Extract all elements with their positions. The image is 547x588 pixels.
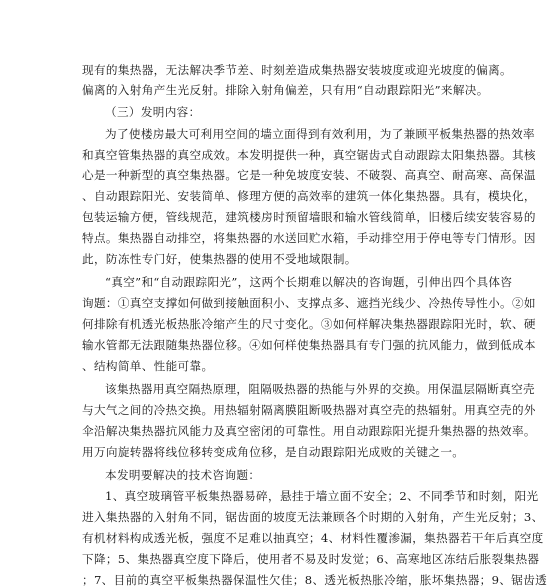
text-line: 询题：①真空支撑如何做到接触面积小、支撑点多、遮挡光线少、冷热传导性小。②如 <box>82 296 536 310</box>
section-heading: （三）发明内容： <box>105 105 201 119</box>
text-line: 为了使楼房最大可利用空间的墙立面得到有效利用，为了兼顾平板集热器的热效率 <box>105 127 535 141</box>
text-line: 、结构简单、性能可靠。 <box>82 359 214 373</box>
text-line: 下降；5、集热器真空度下降后，使用者不易及时发觉；6、高寒地区冻结后胀裂集热器 <box>82 552 540 566</box>
text-line: 何排除有机透光板热胀冷缩产生的尺寸变化。③如何样解决集热器跟踪阳光时，软、硬 <box>82 317 536 331</box>
text-line: 输水管都无法跟随集热器位移。④如何样使集热器具有专门强的抗风能力，做到低成本 <box>82 338 536 352</box>
text-line: 1、真空玻璃管平板集热器易碎，悬挂于墙立面不安全；2、不同季节和时刻，阳光 <box>105 489 539 503</box>
text-line: 有机材料构成透光板，强度不足难以抽真空；4、材料性覆渗漏，集热器若干年后真空度 <box>82 531 544 545</box>
text-line: 用万向旋转器将线位移转变成角位移，是自动跟踪阳光成败的关键之一。 <box>82 445 465 459</box>
text-line: 与大气之间的冷热交换。用热辐射隔离膜阻断吸热器对真空壳的热辐射。用真空壳的外 <box>82 403 536 417</box>
text-line: 、自动跟踪阳光、安装简单、修理方便的高效率的建筑一体化集热器。具有，模块化， <box>82 189 536 203</box>
text-line: 偏离的入射角产生光反射。排除入射角偏差，只有用“自动跟踪阳光”来解决。 <box>82 83 489 97</box>
text-line: 本发明要解决的技术咨询题： <box>105 468 261 482</box>
text-line: 此，防冻性专门好，使集热器的使用不受地域限制。 <box>82 252 357 266</box>
text-line: 现有的集热器，无法解决季节差、时刻差造成集热器安装坡度或迎光坡度的偏离。 <box>82 63 512 77</box>
text-line: 包装运输方便，管线规范，建筑楼房时预留墙眼和输水管线简单，旧楼后续安装容易的 <box>82 210 536 224</box>
text-line: “真空”和“自动跟踪阳光”，这两个长期难以解决的咨询题，引伸出四个具体咨 <box>105 275 513 289</box>
text-line: 该集热器用真空隔热原理，阻隔吸热器的热能与外界的交换。用保温层隔断真空壳 <box>105 382 535 396</box>
text-line: 心是一种新型的真空集热器。它是一种免坡度安装、不破裂、高真空、耐高寒、高保温 <box>82 168 536 182</box>
text-line: 进入集热器的入射角不同，锯齿面的坡度无法兼顾各个时期的入射角，产生光反射；3、 <box>82 510 544 524</box>
text-line: 特点。集热器自动排空，将集热器的水送回贮水箱，手动排空用于停电等专门情形。因 <box>82 231 536 245</box>
text-line: ；7、目前的真空平板集热器保温性欠佳；8、透光板热胀冷缩，胀坏集热器；9、锯齿透 <box>82 573 547 587</box>
text-line: 和真空管集热器的真空成效。本发明提供一种，真空锯齿式自动跟踪太阳集热器。其核 <box>82 148 536 162</box>
text-line: 伞沿解决集热器抗风能力及真空密闭的可靠性。用自动跟踪阳光提升集热器的热效率。 <box>82 424 536 438</box>
